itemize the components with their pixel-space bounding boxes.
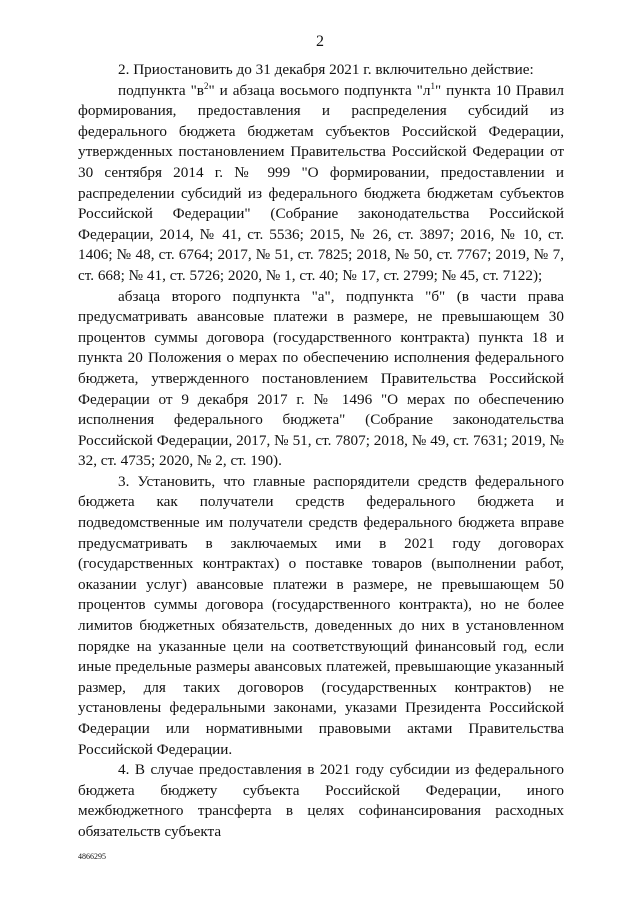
document-id: 4866295 [78,852,106,861]
paragraph-second-abzac: абзаца второго подпункта "а", подпункта "б" (в части права предусматривать авансовые платежи в размере, не превышающем 30 процентов суммы договора (государственного контракта) пункта 18 и пункта 20 Положения о мерах по обеспечению исполнения федерального бюджета, утвержденного постановлением Правительства Российской Федерации от 9 декабря 2017 г. № 1496 "О мерах по обеспечению исполнения федерального бюджета" (Собрание законодательства Российской Федерации, 2017, № 51, ст. 7807; 2018, № 49, ст. 7631; 2019, № 32, ст. 4735; 2020, № 2, ст. 190). [78,287,564,470]
paragraph-item-3: 3. Установить, что главные распорядители средств федерального бюджета как получатели средств федерального бюджета и подведомственные им получатели средств федерального бюджета вправе предусматривать в заключаемых ими в 2021 году договорах (государственных контрактах) о поставке товаров (выполнении работ, оказании услуг) авансовые платежи в размере, не превышающем 50 процентов суммы договора (государственного контракта), но не более лимитов бюджетных обязательств, доведенных до них в установленном порядке на указанные цели на соответствующий финансовый год, если иные предельные размеры авансовых платежей, превышающие указанный размер, для таких договоров (государственных контрактов) не установлены федеральными законами, указами Президента Российской Федерации или нормативными правовыми актами Правительства Российской Федерации. [78,472,564,758]
superscript: 2 [203,80,209,91]
document-body [78,60,564,843]
paragraph-item-2: 2. Приостановить до 31 декабря 2021 г. включительно действие: [118,61,534,78]
paragraph-suspended-subitems [78,81,564,287]
superscript: 1 [430,80,435,91]
paragraph-text-part: " пункта 10 Правил формирования, предоставления и распределения субсидий из федерального бюджета бюджетам субъектов Российской Федерации, утвержденных постановлением Правительства Российской Федерации от 30 сентября 2014 г. № 999 "О формировании, предоставлении и распределении субсидий из федерального бюджета бюджетам субъектов Российской Федерации" (Собрание законодательства Российской Федерации, 2014, № 41, ст. 5536; 2015, № 26, ст. 3897; 2016, № 10, ст. 1406; № 48, ст. 6764; 2017, № 51, ст. 7825; 2018, № 50, ст. 7767; 2019, № 7, ст. 668; № 41, ст. 5726; 2020, № 1, ст. 40; № 17, ст. 2799; № 45, ст. 7122); [78,81,564,284]
paragraph-text-part: подпункта "в [118,81,204,99]
paragraph-item-4: 4. В случае предоставления в 2021 году субсидии из федерального бюджета бюджету субъекта Российской Федерации, иного межбюджетного трансферта в целях софинансирования расходных обязательств субъекта [78,761,564,840]
paragraph-text-part: " и абзаца восьмого подпункта "л [208,81,431,99]
page-number: 2 [316,33,324,50]
